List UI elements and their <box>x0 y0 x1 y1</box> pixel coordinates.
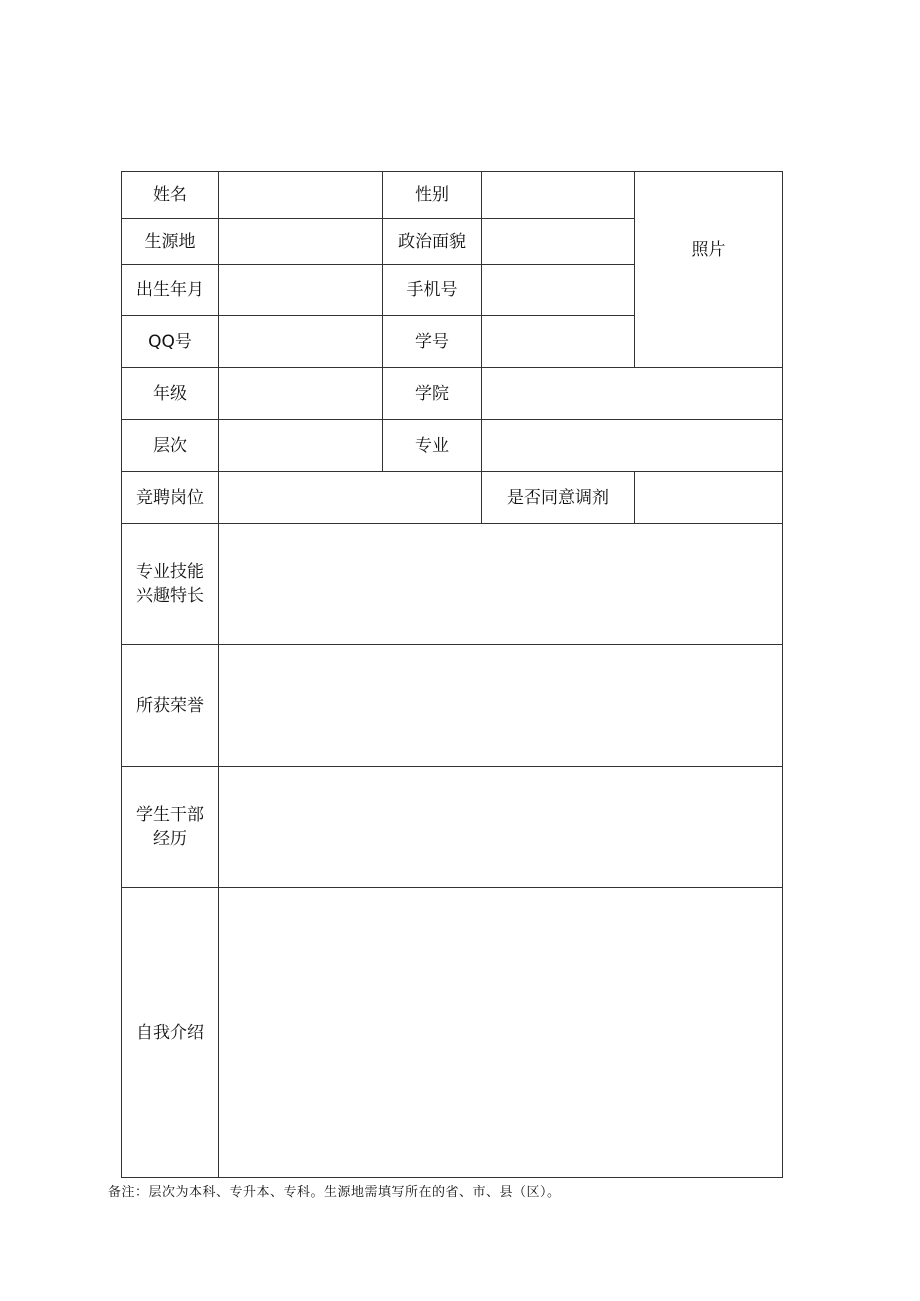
student-id-label: 学号 <box>383 316 482 368</box>
honors-label: 所获荣誉 <box>122 645 219 767</box>
position-label: 竞聘岗位 <box>122 472 219 524</box>
grade-field[interactable] <box>219 368 383 420</box>
qq-label: QQ号 <box>122 316 219 368</box>
photo-box[interactable] <box>635 172 783 368</box>
college-field[interactable] <box>482 368 783 420</box>
birth-label: 出生年月 <box>122 265 219 316</box>
major-field[interactable] <box>482 420 783 472</box>
skills-label: 专业技能 兴趣特长 <box>122 524 219 645</box>
level-label: 层次 <box>122 420 219 472</box>
gender-label: 性别 <box>383 172 482 219</box>
political-field[interactable] <box>482 219 635 265</box>
phone-label: 手机号 <box>383 265 482 316</box>
skills-field[interactable] <box>219 524 783 645</box>
adjust-label: 是否同意调剂 <box>482 472 635 524</box>
position-field[interactable] <box>219 472 482 524</box>
college-label: 学院 <box>383 368 482 420</box>
cadre-label: 学生干部 经历 <box>122 767 219 888</box>
cadre-field[interactable] <box>219 767 783 888</box>
name-field[interactable] <box>219 172 383 219</box>
grade-label: 年级 <box>122 368 219 420</box>
application-form-table <box>121 171 783 1178</box>
honors-field[interactable] <box>219 645 783 767</box>
student-id-field[interactable] <box>482 316 635 368</box>
adjust-field[interactable] <box>635 472 783 524</box>
intro-label: 自我介绍 <box>122 888 219 1178</box>
birth-field[interactable] <box>219 265 383 316</box>
photo-label: 照片 <box>691 239 726 260</box>
origin-field[interactable] <box>219 219 383 265</box>
major-label: 专业 <box>383 420 482 472</box>
political-label: 政治面貌 <box>383 219 482 265</box>
gender-field[interactable] <box>482 172 635 219</box>
phone-field[interactable] <box>482 265 635 316</box>
footnote: 备注：层次为本科、专升本、专科。生源地需填写所在的省、市、县（区）。 <box>108 1185 561 1200</box>
intro-field[interactable] <box>219 888 783 1178</box>
qq-field[interactable] <box>219 316 383 368</box>
name-label: 姓名 <box>122 172 219 219</box>
origin-label: 生源地 <box>122 219 219 265</box>
level-field[interactable] <box>219 420 383 472</box>
